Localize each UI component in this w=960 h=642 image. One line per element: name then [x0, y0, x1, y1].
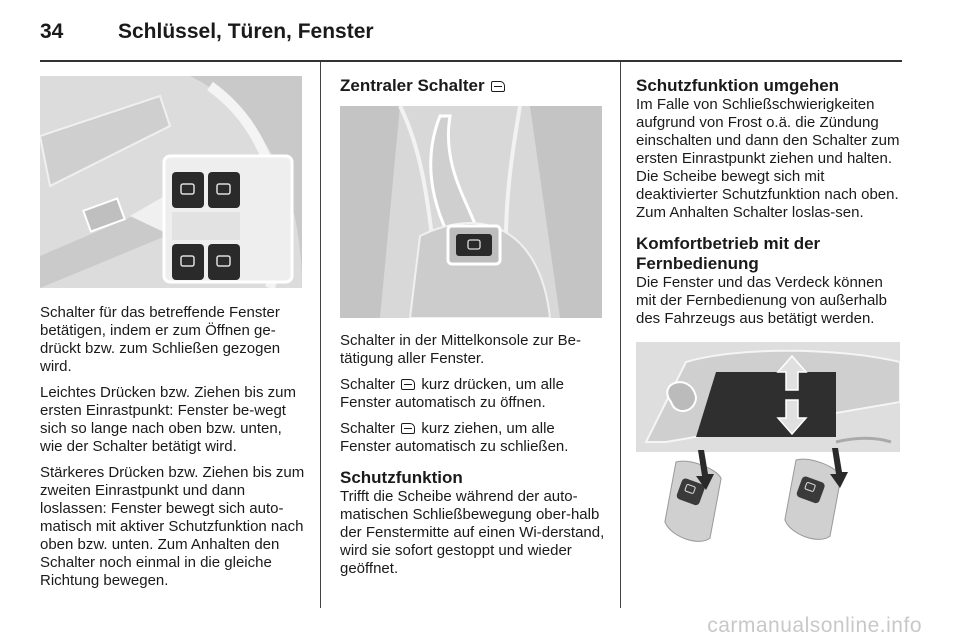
column-middle [340, 62, 606, 586]
paragraph-close-pre: Schalter [340, 420, 396, 437]
center-console-drawing [340, 106, 602, 318]
section-heading [340, 76, 606, 96]
paragraph: Leichtes Drücken bzw. Ziehen bis zum ersten Einrastpunkt: Fenster be-wegt sich so lange nach oben bzw. unten, wie der Schalter betätigt wird. [40, 384, 296, 455]
page-title: Schlüssel, Türen, Fenster [118, 20, 374, 43]
window-switch-icon [401, 423, 415, 434]
paragraph-close-post: kurz ziehen, um alle Fenster automatisch zu schließen. [340, 420, 569, 455]
subheading-umgehen: Schutzfunktion umgehen [636, 76, 840, 95]
column-left [40, 62, 306, 598]
watermark: carmanualsonline.info [707, 614, 922, 637]
page-header [40, 20, 900, 56]
window-switch-icon [491, 81, 505, 92]
remote-window-illustration [636, 342, 900, 548]
section-heading-text: Zentraler Schalter [340, 76, 485, 95]
figure-caption: Schalter in der Mittelkonsole zur Be-tätigung aller Fenster. [340, 332, 581, 367]
door-switch-illustration [40, 76, 302, 288]
center-console-illustration [340, 106, 602, 318]
door-switch-drawing [40, 76, 302, 288]
column-divider [620, 62, 621, 608]
paragraph: Im Falle von Schließschwierigkeiten aufgrund von Frost o.ä. die Zündung einschalten und dann den Schalter zum ersten Einrastpunkt ziehen und halten. Die Scheibe bewegt sich mit deaktivierter Schutzfunktion nach oben. Zum Anhalten Schalter loslas-sen. [636, 96, 900, 221]
column-divider [320, 62, 321, 608]
paragraph: Die Fenster und das Verdeck können mit der Fernbedienung von außerhalb des Fahrzeugs aus betätigt werden. [636, 274, 887, 327]
window-switch-icon [401, 379, 415, 390]
paragraph-open [340, 376, 606, 412]
paragraph: Stärkeres Drücken bzw. Ziehen bis zum zweiten Einrastpunkt und dann loslassen: Fenster bewegt sich auto-matisch mit aktiver Schutzfunktion nach oben bzw. unten. Zum Anhalten den Schalter noch einmal in die gleiche Richtung bewegen. [40, 464, 305, 589]
paragraph-open-pre: Schalter [340, 376, 396, 393]
paragraph: Schalter für das betreffende Fenster betätigen, indem er zum Öffnen ge-drückt bzw. zum Schließen gezogen wird. [40, 304, 281, 375]
paragraph-open-post: kurz drücken, um alle Fenster automatisch zu öffnen. [340, 376, 564, 411]
page-number: 34 [40, 20, 64, 43]
paragraph: Trifft die Scheibe während der auto-matischen Schließbewegung ober-halb der Fenstermitte auf einen Wi-derstand, wird sie sofort gestoppt und wieder geöffnet. [340, 488, 605, 577]
column-right [636, 62, 904, 548]
paragraph-close [340, 420, 606, 456]
remote-window-drawing [636, 342, 900, 548]
subheading-komfortbetrieb: Komfortbetrieb mit der Fernbedienung [636, 234, 821, 273]
subheading-schutzfunktion: Schutzfunktion [340, 468, 463, 487]
